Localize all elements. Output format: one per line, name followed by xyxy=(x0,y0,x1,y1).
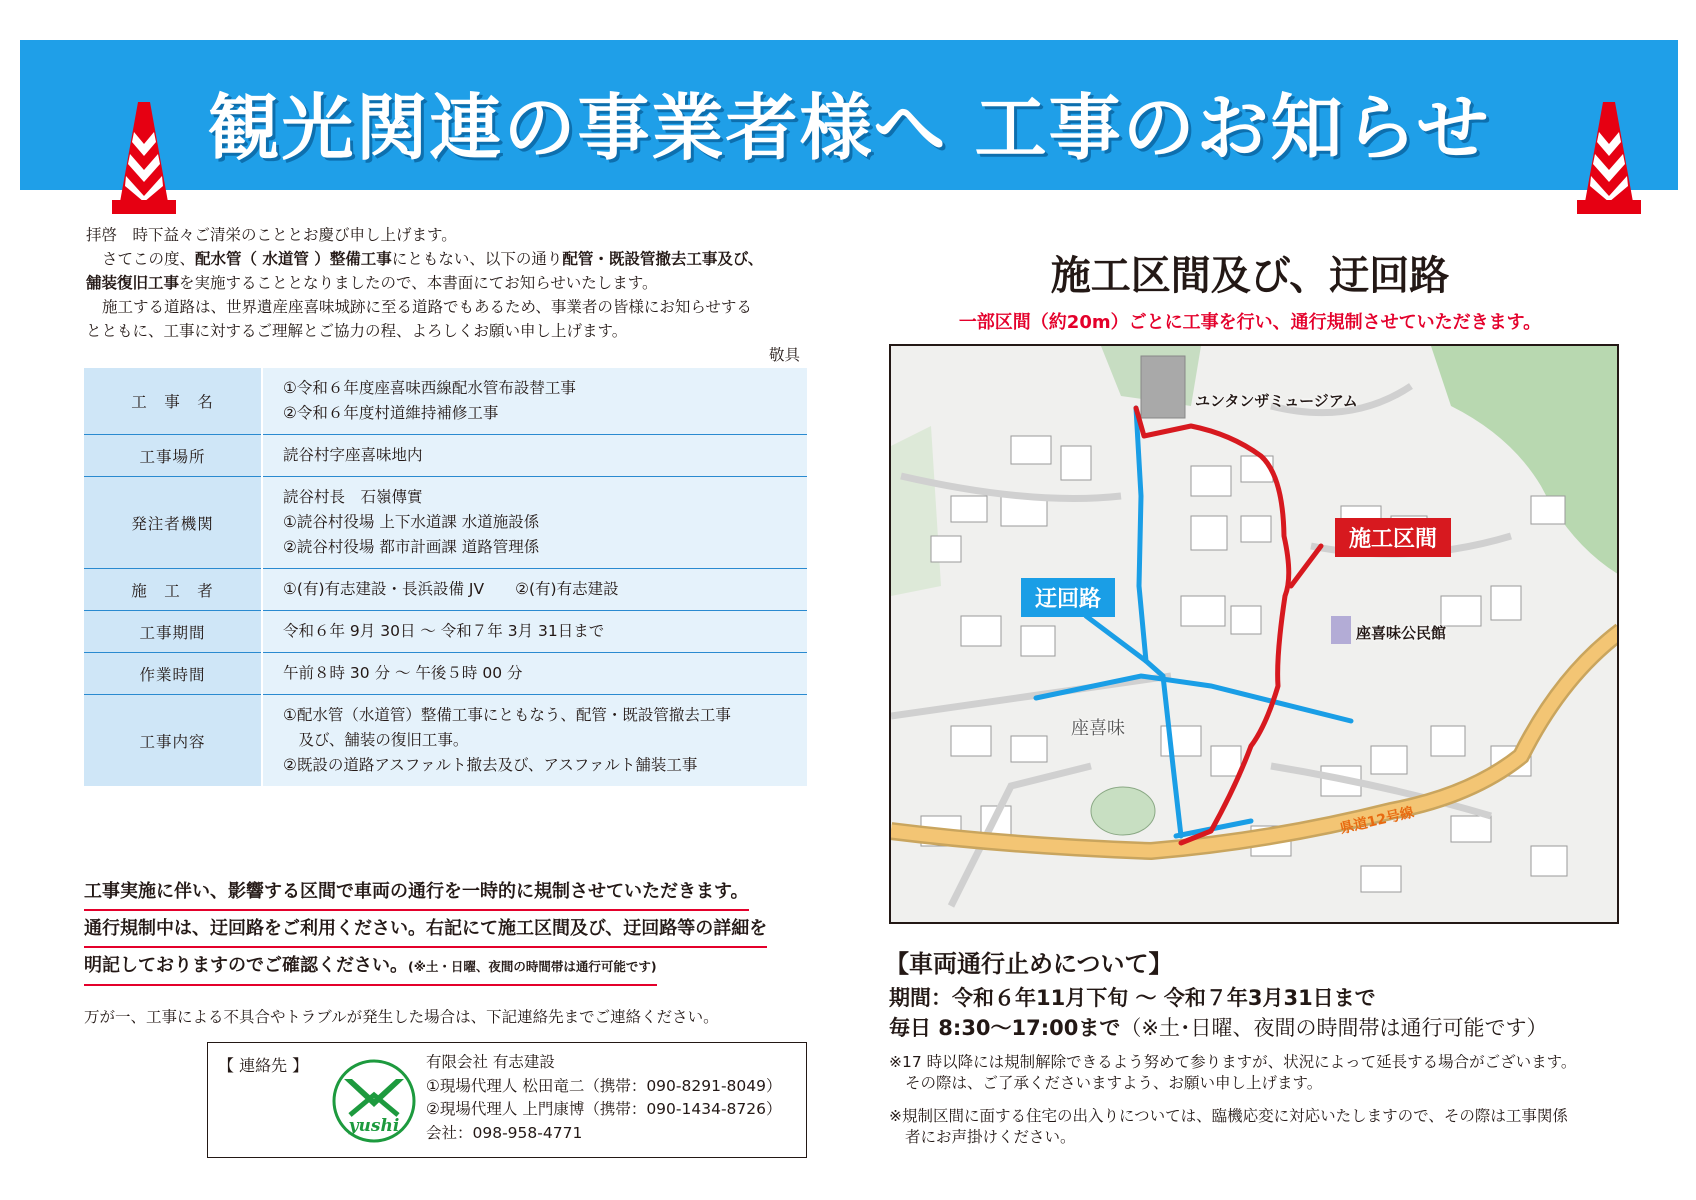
contact-office: 会社：098-958-4771 xyxy=(426,1123,583,1142)
notice-line: 工事実施に伴い、影響する区間で車両の通行を一時的に規制させていただきます。 xyxy=(84,880,749,911)
castle-ruins xyxy=(1091,787,1155,835)
area-label: 座喜味 xyxy=(1071,718,1125,739)
map-canvas xyxy=(891,346,1619,924)
greeting-line: とともに、工事に対するご理解とご協力の程、よろしくお願い申し上げます。 xyxy=(86,322,628,340)
community-hall-label: 座喜味公民館 xyxy=(1356,624,1447,642)
closure-note: 者にお声掛けください。 xyxy=(905,1128,1076,1146)
contact-details xyxy=(426,1051,782,1145)
page-title: 観光関連の事業者様へ 工事のお知らせ xyxy=(207,86,1491,170)
row-value-line: 読谷村長 石嶺傳實 xyxy=(283,488,423,506)
row-label: 工 事 名 xyxy=(84,368,262,435)
greeting-closing: 敬具 xyxy=(768,346,800,364)
row-value xyxy=(262,435,807,477)
row-value-line: ①配水管（水道管）整備工事にともなう、配管・既設管撤去工事 xyxy=(283,706,731,724)
company-logo xyxy=(330,1057,418,1145)
row-value-line: ②令和６年度村道維持補修工事 xyxy=(283,404,499,422)
row-value xyxy=(262,477,807,569)
closure-note: その際は、ご了承くださいますよう、お願い申し上げます。 xyxy=(905,1074,1323,1092)
row-label: 工事期間 xyxy=(84,611,262,653)
row-label: 発注者機関 xyxy=(84,477,262,569)
table-row xyxy=(84,368,807,435)
row-label: 施 工 者 xyxy=(84,569,262,611)
notice-line: 通行規制中は、迂回路をご利用ください。右記にて施工区間及び、迂回路等の詳細を xyxy=(84,917,767,948)
row-value xyxy=(262,653,807,695)
row-value xyxy=(262,611,807,653)
contact-box xyxy=(207,1042,807,1158)
traffic-cone-icon xyxy=(1577,98,1641,216)
contact-heading: 【 連絡先 】 xyxy=(218,1056,309,1075)
svg-text:yushi: yushi xyxy=(348,1116,400,1136)
museum-building xyxy=(1141,356,1185,418)
closure-dates: 期間：令和６年11月下旬 ～ 令和７年3月31日まで xyxy=(889,986,1376,1010)
table-row xyxy=(84,653,807,695)
construction-info-table xyxy=(84,368,807,786)
row-value-line: ①読谷村役場 上下水道課 水道施設係 xyxy=(283,513,540,531)
museum-label: ユンタンザミュージアム xyxy=(1195,392,1358,410)
greeting-line: 拝啓 時下益々ご清栄のこととお慶び申し上げます。 xyxy=(86,226,457,244)
map-subtitle: 一部区間（約20m）ごとに工事を行い、通行規制させていただきます。 xyxy=(958,312,1542,333)
notice-line: 明記しておりますのでご確認ください。(※土・日曜、夜間の時間帯は通行可能です) xyxy=(84,954,657,986)
row-value-line: 令和６年 9月 30日 ～ 令和７年 3月 31日まで xyxy=(283,622,605,640)
greeting-line: 施工する道路は、世界遺産座喜味城跡に至る道路でもあるため、事業者の皆様にお知らせする xyxy=(102,298,752,316)
table-row xyxy=(84,695,807,787)
table-row xyxy=(84,569,807,611)
detour-callout: 迂回路 xyxy=(1021,578,1115,617)
closure-hours: 毎日 8:30～17:00まで（※土･日曜、夜間の時間帯は通行可能です） xyxy=(889,1016,1548,1040)
table-row xyxy=(84,477,807,569)
road-label: 県道12号線 xyxy=(1338,804,1416,838)
closure-period xyxy=(889,983,1548,1043)
closure-heading: 【車両通行止めについて】 xyxy=(885,950,1173,978)
contact-note: 万が一、工事による不具合やトラブルが発生した場合は、下記連絡先までご連絡ください。 xyxy=(84,1008,719,1026)
contact-agent-2: ②現場代理人 上門康博（携帯：090-1434-8726） xyxy=(426,1100,782,1118)
row-value xyxy=(262,368,807,435)
row-value xyxy=(262,569,807,611)
closure-notes xyxy=(889,1052,1649,1148)
greeting-line: さてこの度、配水管（ 水道管 ）整備工事にともない、以下の通り配管・既設管撤去工事及び、 xyxy=(102,250,764,268)
table-row xyxy=(84,435,807,477)
company-name: 有限会社 有志建設 xyxy=(426,1053,555,1071)
row-label: 工事場所 xyxy=(84,435,262,477)
row-value-line: ①(有)有志建設・長浜設備 JV ②(有)有志建設 xyxy=(283,580,619,598)
greeting-line: 舗装復旧工事を実施することとなりましたので、本書面にてお知らせいたします。 xyxy=(86,274,658,292)
row-label: 作業時間 xyxy=(84,653,262,695)
traffic-notice xyxy=(84,880,814,992)
row-value-line: 読谷村字座喜味地内 xyxy=(283,446,423,464)
row-value-line: ②読谷村役場 都市計画課 道路管理係 xyxy=(283,538,540,556)
greeting-text xyxy=(86,223,816,367)
route-map xyxy=(889,344,1619,924)
closure-note: ※17 時以降には規制解除できるよう努めて参りますが、状況によって延長する場合がございます。 xyxy=(889,1053,1577,1071)
closure-note: ※規制区間に面する住宅の出入りについては、臨機応変に対応いたしますので、その際は工事関係 xyxy=(889,1107,1568,1125)
contact-agent-1: ①現場代理人 松田竜二（携帯：090-8291-8049） xyxy=(426,1076,782,1095)
map-title: 施工区間及び、迂回路 xyxy=(1050,253,1450,299)
construction-section-callout: 施工区間 xyxy=(1335,518,1451,557)
row-value xyxy=(262,695,807,787)
title-banner xyxy=(20,40,1678,190)
table-row xyxy=(84,611,807,653)
row-value-line: 午前８時 30 分 ～ 午後５時 00 分 xyxy=(283,664,523,682)
row-value-line: ②既設の道路アスファルト撤去及び、アスファルト舗装工事 xyxy=(283,756,698,774)
row-label: 工事内容 xyxy=(84,695,262,787)
community-hall-marker xyxy=(1331,616,1351,644)
row-value-line: 及び、舗装の復旧工事。 xyxy=(283,731,469,749)
row-value-line: ①令和６年度座喜味西線配水管布設替工事 xyxy=(283,379,576,397)
